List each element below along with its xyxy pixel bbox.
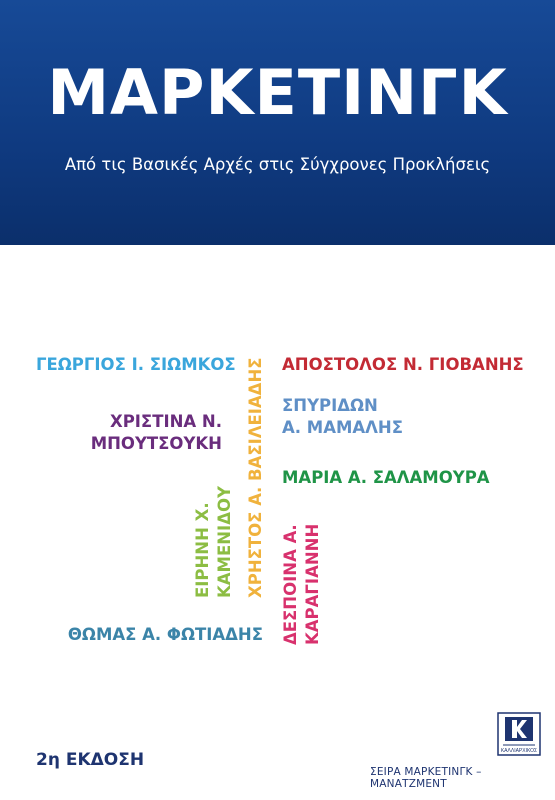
book-title: ΜΑΡΚΕΤΙΝΓΚ	[47, 56, 508, 129]
cover-header-band	[0, 0, 555, 245]
author-giovanis: ΑΠΟΣΤΟΛΟΣ Ν. ΓΙΟΒΑΝΗΣ	[282, 355, 524, 374]
series-label: ΣΕΙΡΑ ΜΑΡΚΕΤΙΝΓΚ – ΜΑΝΑΤΖΜΕΝΤ	[370, 766, 482, 790]
publisher-logo-icon	[497, 712, 541, 756]
author-kamenidou-line2: ΚΑΜΕΝΙΔΟΥ	[215, 486, 234, 598]
author-mpoutsouki-line1: ΧΡΙΣΤΙΝΑ Ν.	[109, 412, 222, 431]
author-karagianni-line2: ΚΑΡΑΓΙΑΝΝΗ	[303, 523, 322, 645]
author-mamalis-line1: ΣΠΥΡΙΔΩΝ	[282, 396, 378, 415]
author-vasileiadis: ΧΡΗΣΤΟΣ Α. ΒΑΣΙΛΕΙΑΔΗΣ	[246, 357, 265, 598]
author-fotiadis: ΘΩΜΑΣ Α. ΦΩΤΙΑΔΗΣ	[67, 625, 263, 644]
author-kamenidou-line1: ΕΙΡΗΝΗ Χ.	[193, 502, 212, 598]
publisher-logo-text: ΚΑΛΛΙΑΡΧΙΚΟΣ	[500, 748, 538, 754]
author-salamoura: ΜΑΡΙΑ Α. ΣΑΛΑΜΟΥΡΑ	[282, 468, 490, 487]
edition-label: 2η ΕΚΔΟΣΗ	[36, 750, 145, 770]
author-karagianni-line1: ΔΕΣΠΟΙΝΑ Α.	[281, 524, 300, 645]
author-mpoutsouki-line2: ΜΠΟΥΤΣΟΥΚΗ	[90, 434, 222, 453]
author-siomkos: ΓΕΩΡΓΙΟΣ Ι. ΣΙΩΜΚΟΣ	[36, 355, 236, 374]
book-subtitle: Από τις Βασικές Αρχές στις Σύγχρονες Προκλήσεις	[64, 155, 491, 174]
author-mamalis-line2: Α. ΜΑΜΑΛΗΣ	[282, 418, 404, 437]
